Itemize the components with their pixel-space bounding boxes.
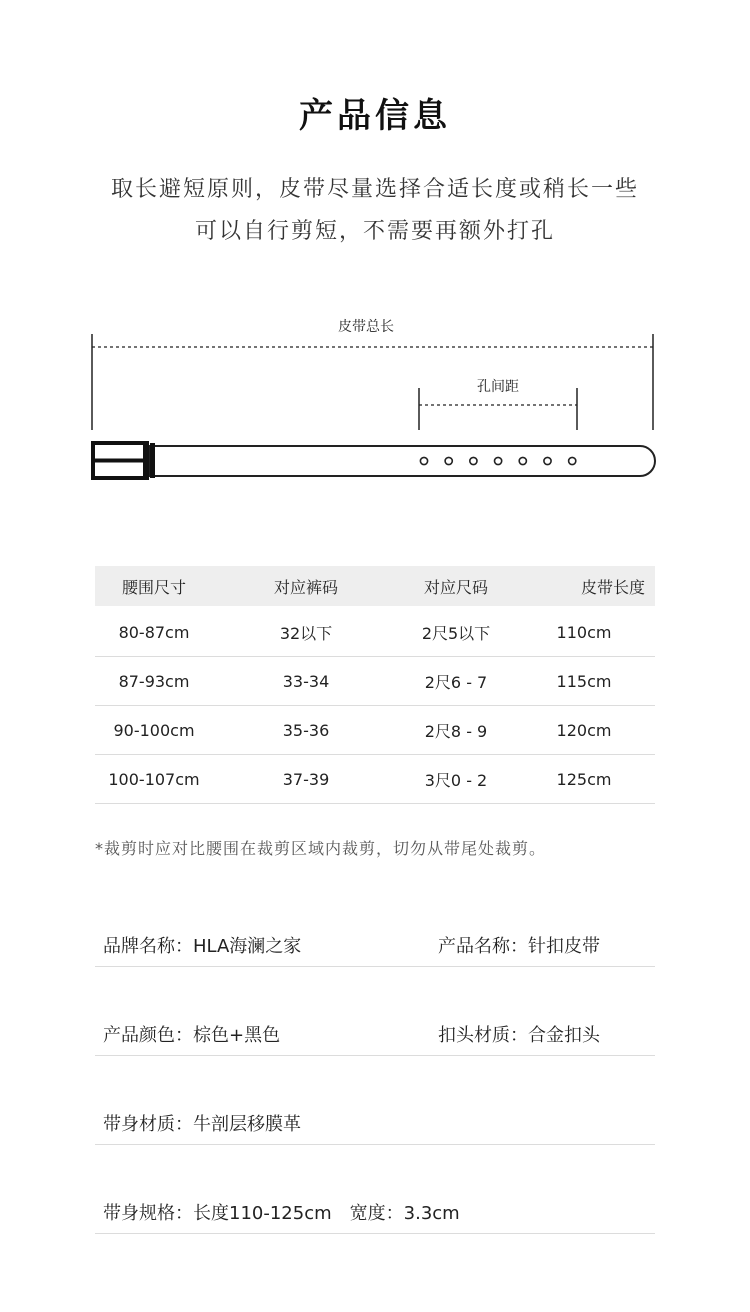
cell-waist: 100-107cm xyxy=(108,769,200,789)
cell-chi-size: 2尺8 - 9 xyxy=(424,721,488,741)
cell-belt-length: 115cm xyxy=(556,671,612,691)
spec-brand: 品牌名称：HLA海澜之家 xyxy=(103,936,302,957)
belt-hole xyxy=(519,457,526,464)
spec-strap-length: 带身规格：长度110-125cm xyxy=(103,1203,332,1224)
header-pants-size: 对应裤码 xyxy=(273,577,338,597)
spec-row-strap-size xyxy=(95,1189,655,1234)
cell-belt-length: 125cm xyxy=(556,769,612,789)
belt-buckle-icon xyxy=(93,441,155,480)
cell-belt-length: 120cm xyxy=(556,720,612,740)
page-title: 产品信息 xyxy=(299,96,451,136)
cell-chi-size: 2尺5以下 xyxy=(421,623,491,643)
intro-line-1: 取长避短原则，皮带尽量选择合适长度或稍长一些 xyxy=(110,177,639,202)
cell-waist: 80-87cm xyxy=(118,622,190,642)
total-length-label: 皮带总长 xyxy=(338,319,394,335)
header-waist: 腰围尺寸 xyxy=(121,577,186,597)
cell-waist: 90-100cm xyxy=(113,720,195,740)
belt-strap xyxy=(150,446,655,476)
table-row xyxy=(95,657,655,706)
intro-line-2: 可以自行剪短，不需要再额外打孔 xyxy=(194,219,555,244)
cell-pants-size: 35-36 xyxy=(282,720,330,740)
belt-hole xyxy=(445,457,452,464)
spec-buckle-material: 扣头材质：合金扣头 xyxy=(438,1025,600,1046)
hole-spacing-label: 孔间距 xyxy=(477,379,519,395)
spec-strap-width: 宽度：3.3cm xyxy=(349,1203,460,1224)
belt-hole xyxy=(470,457,477,464)
header-belt-length: 皮带长度 xyxy=(580,577,645,597)
belt-hole xyxy=(495,457,502,464)
spec-strap-material: 带身材质：牛剖层移膜革 xyxy=(103,1114,301,1135)
table-row xyxy=(95,608,655,657)
table-row xyxy=(95,755,655,804)
belt-diagram xyxy=(0,300,750,500)
table-row xyxy=(95,706,655,755)
cutting-note: *裁剪时应对比腰围在裁剪区域内裁剪，切勿从带尾处裁剪。 xyxy=(95,839,547,858)
spec-strap-size xyxy=(103,1199,460,1225)
spec-row-strap-material xyxy=(95,1100,655,1145)
cell-waist: 87-93cm xyxy=(118,671,190,691)
cell-chi-size: 2尺6 - 7 xyxy=(424,672,488,692)
spec-color: 产品颜色：棕色+黑色 xyxy=(103,1025,281,1046)
spec-row-color xyxy=(95,1011,655,1056)
belt-hole xyxy=(420,457,427,464)
header-chi-size: 对应尺码 xyxy=(423,577,488,597)
cell-chi-size: 3尺0 - 2 xyxy=(424,770,488,790)
spec-row-brand xyxy=(95,922,655,967)
belt-hole xyxy=(544,457,551,464)
cell-pants-size: 32以下 xyxy=(279,623,333,643)
size-table-header xyxy=(95,566,655,608)
cell-belt-length: 110cm xyxy=(556,622,612,642)
cell-pants-size: 33-34 xyxy=(282,671,330,691)
cell-pants-size: 37-39 xyxy=(282,769,330,789)
spec-product-name: 产品名称：针扣皮带 xyxy=(438,936,600,957)
size-table xyxy=(95,566,655,804)
belt-hole xyxy=(569,457,576,464)
